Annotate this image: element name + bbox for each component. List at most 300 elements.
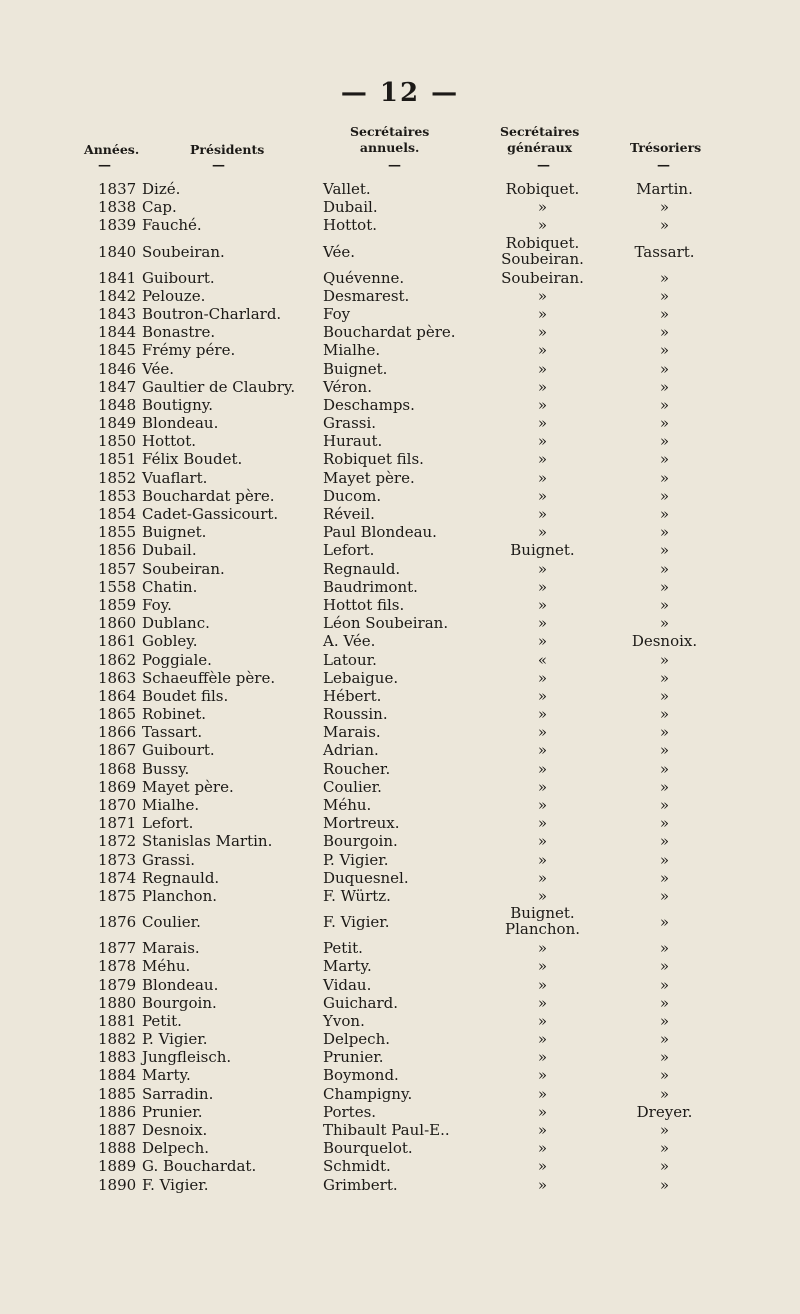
president-cell: Hottot. — [142, 432, 196, 451]
year-cell: 1558 — [98, 577, 137, 596]
president-cell: Marty. — [142, 1066, 191, 1085]
table-row — [0, 669, 800, 687]
president-cell: Petit. — [142, 1011, 182, 1030]
secretaire-general-cell: » — [537, 796, 548, 814]
president-cell: Desnoix. — [142, 1121, 208, 1139]
table-row — [0, 305, 800, 323]
secretaire-annuel-cell: A. Vée. — [323, 632, 376, 651]
secretaire-general-cell: » — [537, 1084, 548, 1103]
tresorier-cell: » — [659, 1121, 670, 1139]
tresorier-cell: » — [659, 577, 670, 596]
secretaire-annuel-cell: Guichard. — [323, 993, 398, 1012]
president-cell: Guibourt. — [142, 741, 215, 760]
header-secretaires-annuels — [350, 124, 429, 156]
table-row — [0, 487, 800, 505]
president-cell: Regnauld. — [142, 868, 220, 887]
table-row — [0, 560, 800, 578]
secretaire-general-cell: Robiquet. — [505, 180, 580, 198]
president-cell: Pelouze. — [142, 286, 206, 305]
table-row — [0, 180, 800, 198]
secretaire-general-cell: » — [537, 1011, 548, 1030]
header-annees: Années. — [84, 142, 140, 157]
table-row — [0, 723, 800, 741]
secretaire-annuel-cell: Roussin. — [323, 705, 388, 724]
president-cell: Bouchardat père. — [142, 486, 275, 505]
secretaire-annuel-cell: Grassi. — [323, 414, 377, 433]
tresorier-cell: » — [659, 814, 670, 833]
secretaire-annuel-cell: Mayet père. — [323, 468, 415, 487]
year-cell: 1870 — [98, 796, 137, 814]
secretaire-general-cell: » — [537, 559, 548, 578]
tresorier-cell: » — [659, 323, 670, 342]
year-cell: 1875 — [98, 886, 137, 905]
secretaire-general-cell: » — [537, 359, 548, 378]
president-cell: Méhu. — [142, 957, 191, 976]
secretaire-general-cell: » — [537, 286, 548, 305]
secretaire-annuel-cell: Regnauld. — [323, 559, 401, 578]
secretaire-general-cell: » — [537, 1175, 548, 1194]
secretaire-annuel-cell: Hottot fils. — [323, 595, 405, 614]
year-cell: 1855 — [98, 523, 137, 542]
secretaire-general-cell: » — [537, 939, 548, 958]
year-cell: 1883 — [98, 1048, 137, 1067]
secretaire-annuel-cell: Méhu. — [323, 796, 372, 814]
secretaire-annuel-cell: Yvon. — [323, 1011, 365, 1030]
secretaire-general-cell: » — [537, 850, 548, 869]
secretaire-general-cell: » — [537, 395, 548, 414]
table-row — [0, 216, 800, 234]
year-cell: 1844 — [98, 323, 137, 342]
tresorier-cell: » — [659, 432, 670, 451]
tresorier-cell: » — [659, 1048, 670, 1067]
president-cell: Tassart. — [142, 723, 203, 742]
secretaire-general-cell: » — [537, 450, 548, 469]
tresorier-cell: » — [659, 868, 670, 887]
table-row — [0, 1066, 800, 1084]
year-cell: 1884 — [98, 1066, 137, 1085]
table-row — [0, 469, 800, 487]
year-cell: 1856 — [98, 541, 137, 560]
secretaire-annuel-cell: Bourgoin. — [323, 832, 398, 851]
secretaire-annuel-cell: Ducom. — [323, 486, 382, 505]
year-cell: 1889 — [98, 1157, 137, 1176]
secretaire-annuel-cell: Réveil. — [323, 505, 375, 523]
tresorier-cell: » — [659, 468, 670, 487]
tresorier-cell: » — [659, 559, 670, 578]
president-cell: Gobley. — [142, 632, 198, 651]
year-cell: 1877 — [98, 939, 137, 958]
table-row — [0, 323, 800, 341]
secretaire-annuel-cell: Roucher. — [323, 759, 391, 778]
table-row — [0, 741, 800, 759]
page-number: — 12 — — [340, 78, 460, 108]
year-cell: 1874 — [98, 868, 137, 887]
secretaire-general-line: Robiquet. — [505, 233, 580, 252]
president-cell: P. Vigier. — [142, 1030, 208, 1049]
secretaire-annuel-cell: Vée. — [323, 242, 355, 261]
tresorier-cell: » — [659, 523, 670, 542]
secretaire-general-cell: » — [537, 814, 548, 833]
table-row — [0, 614, 800, 632]
year-cell: 1879 — [98, 975, 137, 994]
tresorier-cell: » — [659, 268, 670, 287]
secretaire-general-cell: » — [537, 668, 548, 687]
tresorier-cell: » — [659, 486, 670, 505]
tresorier-cell: » — [659, 1084, 670, 1103]
secretaire-general-cell: » — [537, 759, 548, 778]
secretaire-general-cell: » — [537, 1066, 548, 1085]
secretaire-general-cell: » — [537, 577, 548, 596]
secretaire-annuel-cell: Huraut. — [323, 432, 383, 451]
president-cell: Cap. — [142, 198, 177, 217]
secretaire-general-cell: » — [537, 341, 548, 360]
header-tresoriers: Trésoriers — [630, 140, 702, 155]
tresorier-cell: » — [659, 1175, 670, 1194]
president-cell: Dizé. — [142, 180, 181, 198]
secretaire-annuel-cell: Bourquelot. — [323, 1139, 413, 1158]
president-cell: Planchon. — [142, 886, 218, 905]
secretaire-general-cell: » — [537, 198, 548, 217]
secretaire-general-cell: » — [537, 377, 548, 396]
table-row — [0, 814, 800, 832]
header-secretaires-annuels-line2: annuels. — [359, 140, 420, 155]
secretaire-annuel-cell: Vallet. — [323, 180, 371, 198]
secretaire-general-cell: Soubeiran. — [501, 268, 584, 287]
secretaire-general-cell: » — [537, 975, 548, 994]
table-row — [0, 1157, 800, 1175]
secretaire-general-cell: » — [537, 993, 548, 1012]
president-cell: Sarradin. — [142, 1084, 214, 1103]
secretaire-annuel-cell: Latour. — [323, 650, 377, 669]
president-cell: Foy. — [142, 595, 172, 614]
secretaire-general-cell: » — [537, 595, 548, 614]
year-cell: 1885 — [98, 1084, 137, 1103]
table-row — [0, 414, 800, 432]
table-row — [0, 596, 800, 614]
secretaire-general-cell: Buignet. — [510, 541, 575, 560]
year-cell: 1864 — [98, 686, 137, 705]
table-row — [0, 1048, 800, 1066]
president-cell: Guibourt. — [142, 268, 215, 287]
tresorier-cell: » — [659, 341, 670, 360]
secretaire-annuel-cell: Lebaigue. — [323, 668, 399, 687]
secretaire-annuel-cell: Vidau. — [323, 975, 372, 994]
tresorier-cell: » — [659, 705, 670, 724]
tresorier-cell: » — [659, 304, 670, 323]
secretaire-annuel-cell: Léon Soubeiran. — [323, 614, 449, 633]
president-cell: Lefort. — [142, 814, 194, 833]
table-row — [0, 1176, 800, 1194]
tresorier-cell: » — [659, 759, 670, 778]
table-row — [0, 287, 800, 305]
table-row — [0, 760, 800, 778]
president-cell: Blondeau. — [142, 975, 219, 994]
tresorier-cell: » — [659, 939, 670, 958]
president-cell: Gaultier de Claubry. — [142, 377, 296, 396]
table-row — [0, 541, 800, 559]
secretaire-annuel-cell: Marais. — [323, 723, 381, 742]
secretaire-general-cell: » — [537, 777, 548, 796]
year-cell: 1882 — [98, 1030, 137, 1049]
table-row — [0, 523, 800, 541]
table-row — [0, 450, 800, 468]
secretaire-annuel-cell: Adrian. — [323, 741, 379, 760]
secretaire-annuel-cell: Dubail. — [323, 198, 378, 217]
year-cell: 1865 — [98, 705, 137, 724]
secretaire-annuel-cell: Petit. — [323, 939, 363, 958]
secretaire-annuel-cell: Delpech. — [323, 1030, 391, 1049]
tresorier-cell: Martin. — [636, 180, 693, 198]
president-cell: F. Vigier. — [142, 1175, 209, 1194]
secretaire-annuel-cell: Paul Blondeau. — [323, 523, 437, 542]
table-row — [0, 651, 800, 669]
year-cell: 1852 — [98, 468, 137, 487]
header-dash: — — [657, 158, 670, 173]
table-row — [0, 578, 800, 596]
year-cell: 1860 — [98, 614, 137, 633]
tresorier-cell: » — [659, 686, 670, 705]
secretaire-annuel-cell: P. Vigier. — [323, 850, 389, 869]
tresorier-cell: » — [659, 993, 670, 1012]
header-secretaires-generaux-line2: généraux — [507, 140, 573, 155]
president-cell: Poggiale. — [142, 650, 212, 669]
tresorier-cell: » — [659, 286, 670, 305]
tresorier-cell: » — [659, 850, 670, 869]
year-cell: 1866 — [98, 723, 137, 742]
secretaire-annuel-cell: Desmarest. — [323, 286, 410, 305]
tresorier-cell: » — [659, 796, 670, 814]
tresorier-cell: Desnoix. — [631, 632, 698, 651]
tresorier-cell: » — [659, 395, 670, 414]
secretaire-general-cell: » — [537, 957, 548, 976]
table-row — [0, 1139, 800, 1157]
president-cell: Soubeiran. — [142, 242, 225, 261]
president-cell: Bourgoin. — [142, 993, 217, 1012]
tresorier-cell: » — [659, 1139, 670, 1158]
secretaire-annuel-cell: Marty. — [323, 957, 372, 976]
secretaire-general-cell: » — [537, 741, 548, 760]
secretaire-annuel-cell: Quévenne. — [323, 268, 405, 287]
secretaire-general-cell — [480, 905, 605, 937]
secretaire-general-cell: » — [537, 1157, 548, 1176]
year-cell: 1857 — [98, 559, 137, 578]
president-cell: Prunier. — [142, 1102, 203, 1121]
year-cell: 1863 — [98, 668, 137, 687]
secretaire-general-cell: » — [537, 323, 548, 342]
secretaire-general-cell: » — [537, 486, 548, 505]
secretaire-annuel-cell: Lefort. — [323, 541, 375, 560]
secretaire-general-cell: » — [537, 632, 548, 651]
table-row — [0, 235, 800, 269]
table-row — [0, 198, 800, 216]
table-row — [0, 796, 800, 814]
table-row — [0, 869, 800, 887]
secretaire-general-cell: » — [537, 1102, 548, 1121]
secretaire-general-cell: » — [537, 432, 548, 451]
secretaire-annuel-cell: Grimbert. — [323, 1175, 398, 1194]
secretaire-general-cell: » — [537, 686, 548, 705]
president-cell: Soubeiran. — [142, 559, 225, 578]
secretaire-annuel-cell: Mialhe. — [323, 341, 381, 360]
secretaire-annuel-cell: F. Würtz. — [323, 886, 391, 905]
tresorier-cell: » — [659, 957, 670, 976]
year-cell: 1869 — [98, 777, 137, 796]
table-row — [0, 341, 800, 359]
year-cell: 1843 — [98, 304, 137, 323]
secretaire-general-line: Buignet. — [510, 904, 575, 923]
secretaire-general-cell: » — [537, 1030, 548, 1049]
table-row — [0, 957, 800, 975]
tresorier-cell: » — [659, 668, 670, 687]
year-cell: 1862 — [98, 650, 137, 669]
year-cell: 1845 — [98, 341, 137, 360]
president-cell: Bonastre. — [142, 323, 216, 342]
tresorier-cell: » — [659, 595, 670, 614]
secretaire-annuel-cell: Mortreux. — [323, 814, 400, 833]
year-cell: 1849 — [98, 414, 137, 433]
tresorier-cell: » — [659, 1066, 670, 1085]
tresorier-cell: » — [659, 614, 670, 633]
tresorier-cell: Dreyer. — [636, 1102, 693, 1121]
secretaire-general-cell: « — [537, 650, 548, 669]
president-cell: Mayet père. — [142, 777, 234, 796]
tresorier-cell: » — [659, 377, 670, 396]
tresorier-cell: » — [659, 359, 670, 378]
year-cell: 1851 — [98, 450, 137, 469]
year-cell: 1878 — [98, 957, 137, 976]
president-cell: Schaeuffèle père. — [142, 668, 276, 687]
secretaire-annuel-cell: Bouchardat père. — [323, 323, 456, 342]
president-cell: Boutigny. — [142, 395, 214, 414]
year-cell: 1854 — [98, 505, 137, 523]
secretaire-general-cell: » — [537, 414, 548, 433]
table-row — [0, 378, 800, 396]
president-cell: Vée. — [142, 359, 174, 378]
president-cell: Jungfleisch. — [142, 1048, 232, 1067]
secretaire-general-cell: » — [537, 505, 548, 523]
tresorier-cell: » — [659, 1030, 670, 1049]
year-cell: 1871 — [98, 814, 137, 833]
secretaire-annuel-cell: Schmidt. — [323, 1157, 391, 1176]
tresorier-cell: » — [659, 832, 670, 851]
secretaire-general-cell: » — [537, 614, 548, 633]
year-cell: 1880 — [98, 993, 137, 1012]
tresorier-cell: » — [659, 198, 670, 217]
year-cell: 1847 — [98, 377, 137, 396]
year-cell: 1888 — [98, 1139, 137, 1158]
president-cell: Fauché. — [142, 216, 202, 235]
table-row — [0, 994, 800, 1012]
secretaire-annuel-cell: Robiquet fils. — [323, 450, 424, 469]
president-cell: Dublanc. — [142, 614, 210, 633]
president-cell: Frémy pére. — [142, 341, 236, 360]
year-cell: 1841 — [98, 268, 137, 287]
president-cell: Chatin. — [142, 577, 198, 596]
tresorier-cell: » — [659, 650, 670, 669]
secretaire-general-cell: » — [537, 723, 548, 742]
year-cell: 1848 — [98, 395, 137, 414]
tresorier-cell: » — [659, 216, 670, 235]
tresorier-cell: » — [659, 1011, 670, 1030]
tresorier-cell: » — [659, 414, 670, 433]
secretaire-general-line: Planchon. — [504, 920, 580, 939]
officers-table — [0, 180, 800, 1194]
tresorier-cell: Tassart. — [634, 242, 695, 261]
table-row — [0, 887, 800, 905]
tresorier-cell: » — [659, 541, 670, 560]
secretaire-annuel-cell: Thibault Paul-E.. — [323, 1121, 450, 1139]
president-cell: Robinet. — [142, 705, 207, 724]
tresorier-cell: » — [659, 741, 670, 760]
header-dash: — — [212, 158, 225, 173]
president-cell: Marais. — [142, 939, 200, 958]
secretaire-general-cell: » — [537, 832, 548, 851]
secretaire-general-cell: » — [537, 1121, 548, 1139]
table-row — [0, 1085, 800, 1103]
header-presidents: Présidents — [190, 142, 265, 157]
year-cell: 1853 — [98, 486, 137, 505]
table-row — [0, 432, 800, 450]
tresorier-cell: » — [659, 913, 670, 932]
president-cell: Bussy. — [142, 759, 190, 778]
president-cell: Delpech. — [142, 1139, 210, 1158]
secretaire-annuel-cell: Hébert. — [323, 686, 382, 705]
secretaire-annuel-cell: Portes. — [323, 1102, 377, 1121]
secretaire-general-cell — [480, 235, 605, 267]
table-row — [0, 905, 800, 939]
year-cell: 1838 — [98, 198, 137, 217]
secretaire-annuel-cell: Véron. — [323, 377, 372, 396]
tresorier-cell: » — [659, 975, 670, 994]
year-cell: 1873 — [98, 850, 137, 869]
table-row — [0, 360, 800, 378]
header-dash: — — [98, 158, 111, 173]
table-row — [0, 832, 800, 850]
president-cell: Vuaflart. — [142, 468, 208, 487]
table-row — [0, 1012, 800, 1030]
table-row — [0, 778, 800, 796]
year-cell: 1868 — [98, 759, 137, 778]
year-cell: 1886 — [98, 1102, 137, 1121]
year-cell: 1842 — [98, 286, 137, 305]
table-row — [0, 705, 800, 723]
year-cell: 1887 — [98, 1121, 137, 1139]
secretaire-annuel-cell: Foy — [323, 304, 351, 323]
president-cell: G. Bouchardat. — [142, 1157, 257, 1176]
secretaire-annuel-cell: Champigny. — [323, 1084, 413, 1103]
secretaire-annuel-cell: Hottot. — [323, 216, 377, 235]
secretaire-annuel-cell: Coulier. — [323, 777, 382, 796]
table-row — [0, 1103, 800, 1121]
header-dash: — — [537, 158, 550, 173]
tresorier-cell: » — [659, 505, 670, 523]
president-cell: Cadet-Gassicourt. — [142, 505, 279, 523]
president-cell: Boudet fils. — [142, 686, 229, 705]
president-cell: Buignet. — [142, 523, 207, 542]
header-secretaires-generaux-line1: Secrétaires — [500, 124, 580, 139]
header-secretaires-generaux — [500, 124, 579, 156]
year-cell: 1876 — [98, 913, 137, 932]
secretaire-annuel-cell: Prunier. — [323, 1048, 384, 1067]
year-cell: 1850 — [98, 432, 137, 451]
secretaire-annuel-cell: Boymond. — [323, 1066, 399, 1085]
table-row — [0, 269, 800, 287]
secretaire-general-cell: » — [537, 705, 548, 724]
table-row — [0, 632, 800, 650]
year-cell: 1839 — [98, 216, 137, 235]
tresorier-cell: » — [659, 886, 670, 905]
header-secretaires-annuels-line1: Secrétaires — [350, 124, 430, 139]
